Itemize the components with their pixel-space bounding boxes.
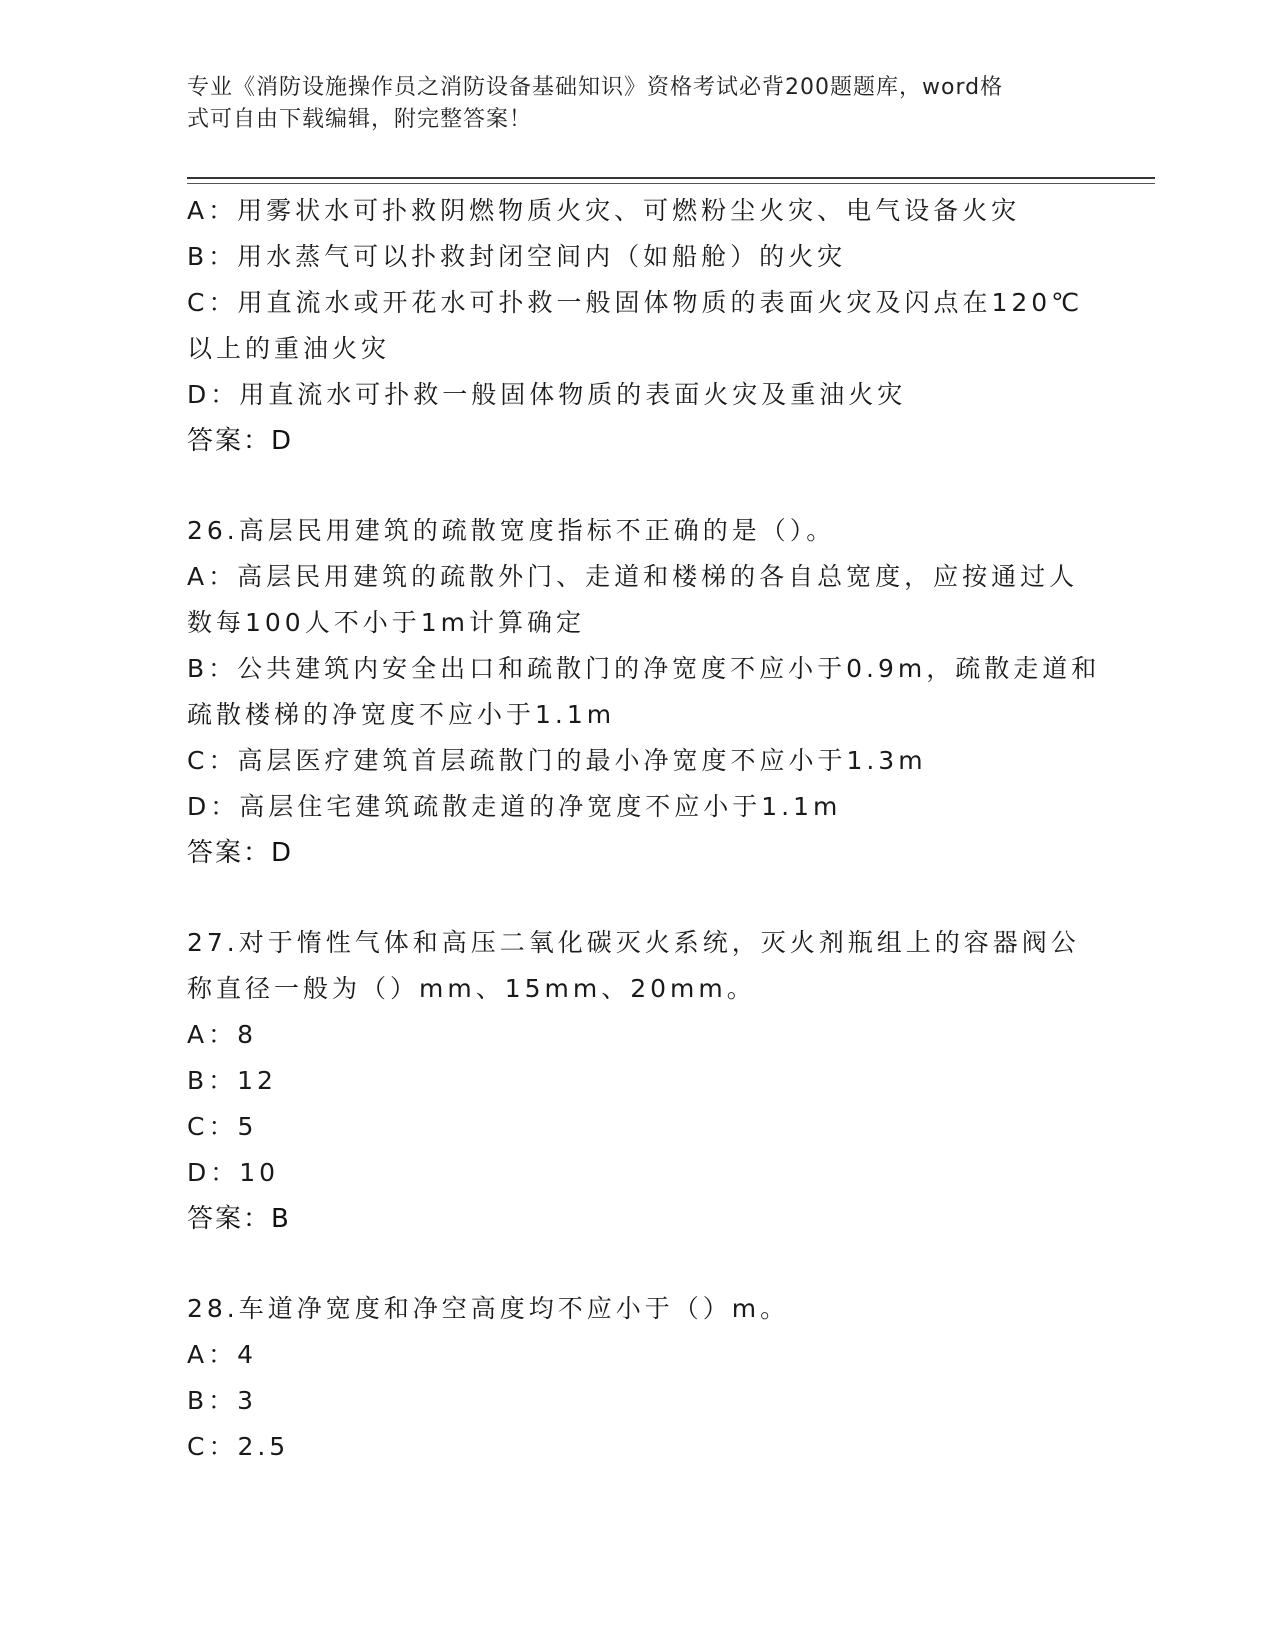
q25-option-c-line1: C：用直流水或开花水可扑救一般固体物质的表面火灾及闪点在120℃ — [187, 288, 1084, 317]
header-line-1: 专业《消防设施操作员之消防设备基础知识》资格考试必背200题题库，word格 — [187, 75, 1004, 100]
q26-question: 26.高层民用建筑的疏散宽度指标不正确的是（）。 — [187, 516, 836, 545]
q25-option-b: B：用水蒸气可以扑救封闭空间内（如船舱）的火灾 — [187, 242, 847, 271]
q26-option-d: D：高层住宅建筑疏散走道的净宽度不应小于1.1m — [187, 792, 842, 821]
q26-option-a-line2: 数每100人不小于1m计算确定 — [187, 608, 585, 637]
question-26-block — [187, 508, 1101, 876]
q26-option-b-line2: 疏散楼梯的净宽度不应小于1.1m — [187, 700, 616, 729]
q25-answer: 答案：D — [187, 426, 294, 456]
q28-option-c: C：2.5 — [187, 1432, 290, 1461]
document-header — [187, 72, 1067, 136]
q27-option-b: B：12 — [187, 1066, 277, 1095]
question-28-block — [187, 1286, 1087, 1470]
q26-option-a-line1: A：高层民用建筑的疏散外门、走道和楼梯的各自总宽度，应按通过人 — [187, 562, 1079, 591]
spacer — [187, 876, 1087, 920]
q28-option-a: A：4 — [187, 1340, 258, 1369]
spacer — [187, 464, 1087, 508]
header-line-2: 式可自由下载编辑，附完整答案！ — [187, 107, 533, 132]
question-27-block — [187, 920, 1087, 1242]
q27-option-d: D：10 — [187, 1158, 280, 1187]
spacer — [187, 1242, 1087, 1286]
question-25-block — [187, 188, 1087, 464]
q26-option-b-line1: B：公共建筑内安全出口和疏散门的净宽度不应小于0.9m，疏散走道和 — [187, 654, 1101, 683]
q25-option-d: D：用直流水可扑救一般固体物质的表面火灾及重油火灾 — [187, 380, 907, 409]
q28-question: 28.车道净宽度和净空高度均不应小于（）m。 — [187, 1294, 790, 1323]
q27-question-line1: 27.对于惰性气体和高压二氧化碳灭火系统，灭火剂瓶组上的容器阀公 — [187, 928, 1080, 957]
q27-option-a: A：8 — [187, 1020, 258, 1049]
q28-option-b: B：3 — [187, 1386, 258, 1415]
q26-answer: 答案：D — [187, 838, 294, 868]
q27-option-c: C：5 — [187, 1112, 258, 1141]
q26-option-c: C：高层医疗建筑首层疏散门的最小净宽度不应小于1.3m — [187, 746, 927, 775]
q25-option-a: A：用雾状水可扑救阴燃物质火灾、可燃粉尘火灾、电气设备火灾 — [187, 196, 1021, 225]
q27-answer: 答案：B — [187, 1204, 291, 1234]
q25-option-c-line2: 以上的重油火灾 — [187, 334, 391, 363]
q27-question-line2: 称直径一般为（）mm、15mm、20mm。 — [187, 974, 756, 1003]
document-body — [187, 188, 1101, 1470]
header-divider-thick — [187, 177, 1155, 179]
header-divider-thin — [187, 183, 1155, 184]
